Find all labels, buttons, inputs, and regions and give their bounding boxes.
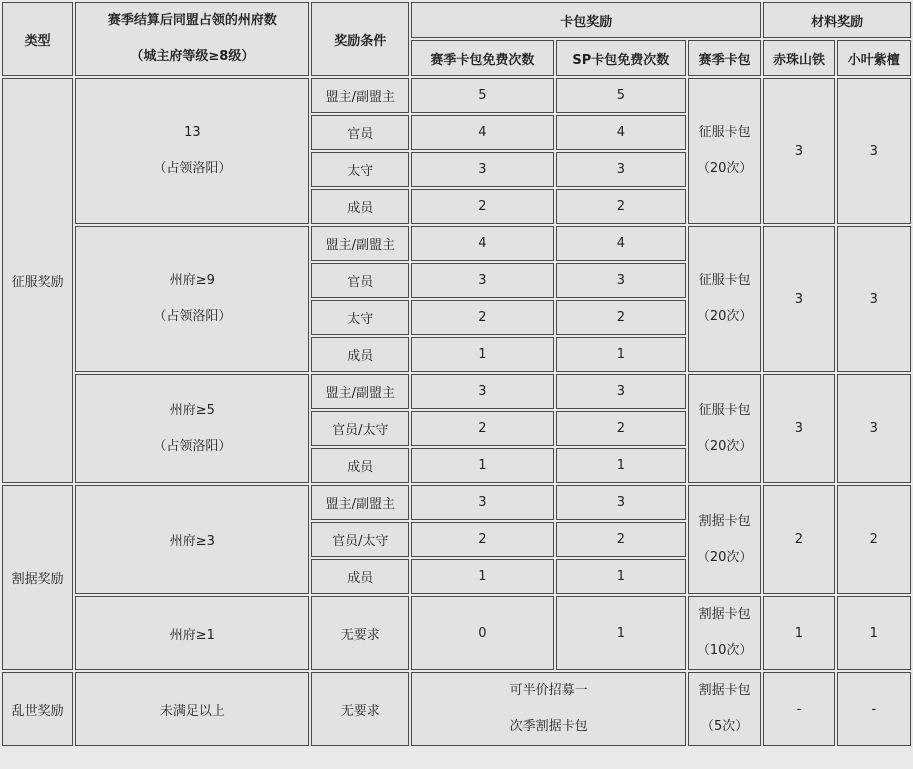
table-row — [2, 596, 911, 670]
header-type: 类型 — [2, 2, 73, 76]
sandal-cell: - — [837, 672, 911, 746]
condition-cell: 盟主/副盟主 — [311, 78, 409, 113]
header-count-title: 赛季结算后同盟占领的州府数 — [107, 13, 277, 28]
half-price-line-2: 次季割据卡包 — [509, 719, 588, 734]
sp-free-cell: 4 — [556, 115, 686, 150]
header-season-pack: 赛季卡包 — [688, 40, 761, 76]
header-condition: 奖励条件 — [311, 2, 409, 76]
sp-free-cell: 3 — [556, 152, 686, 187]
sp-free-cell: 3 — [556, 485, 686, 520]
count-cell: 州府≥1 — [75, 596, 309, 670]
iron-cell: 3 — [763, 78, 834, 224]
sp-free-cell: 3 — [556, 263, 686, 298]
condition-cell: 盟主/副盟主 — [311, 485, 409, 520]
sp-free-cell: 1 — [556, 337, 686, 372]
header-season-free: 赛季卡包免费次数 — [411, 40, 554, 76]
condition-cell: 成员 — [311, 448, 409, 483]
iron-cell: 1 — [763, 596, 834, 670]
pack-times: （10次） — [696, 643, 753, 658]
sandal-cell: 3 — [837, 226, 911, 372]
condition-cell: 成员 — [311, 337, 409, 372]
season-free-cell: 1 — [411, 337, 554, 372]
sp-free-cell: 2 — [556, 411, 686, 446]
header-count — [75, 2, 309, 76]
count-value: 州府≥5 — [169, 402, 215, 418]
season-free-cell: 2 — [411, 189, 554, 224]
table-row — [2, 226, 911, 261]
iron-cell: - — [763, 672, 834, 746]
sandal-cell: 3 — [837, 374, 911, 483]
count-cell — [75, 374, 309, 483]
condition-cell: 官员/太守 — [311, 522, 409, 557]
pack-name: 征服卡包 — [698, 273, 751, 288]
season-free-cell: 2 — [411, 300, 554, 335]
pack-name: 割据卡包 — [698, 683, 751, 698]
pack-cell — [688, 596, 761, 670]
season-free-cell: 4 — [411, 115, 554, 150]
section-separatist: 割据奖励 — [2, 485, 73, 670]
pack-times: （20次） — [696, 549, 753, 565]
pack-name: 割据卡包 — [698, 607, 751, 622]
pack-times: （5次） — [701, 719, 749, 734]
season-free-cell: 1 — [411, 448, 554, 483]
count-cell: 州府≥3 — [75, 485, 309, 594]
condition-cell: 盟主/副盟主 — [311, 226, 409, 261]
pack-name: 割据卡包 — [698, 513, 751, 529]
table-row — [2, 78, 911, 113]
season-free-cell: 2 — [411, 522, 554, 557]
pack-cell — [688, 672, 761, 746]
season-free-cell: 3 — [411, 485, 554, 520]
sp-free-cell: 4 — [556, 226, 686, 261]
half-price-cell — [411, 672, 686, 746]
count-value: 13 — [184, 125, 201, 140]
condition-cell: 官员/太守 — [311, 411, 409, 446]
season-free-cell: 3 — [411, 374, 554, 409]
pack-times: （20次） — [696, 309, 753, 324]
header-count-subtitle: （城主府等级≥8级） — [130, 49, 255, 64]
sp-free-cell: 2 — [556, 522, 686, 557]
sandal-cell: 3 — [837, 78, 911, 224]
sp-free-cell: 1 — [556, 448, 686, 483]
header-sp-free: SP卡包免费次数 — [556, 40, 686, 76]
season-free-cell: 4 — [411, 226, 554, 261]
season-free-cell: 5 — [411, 78, 554, 113]
condition-cell: 官员 — [311, 263, 409, 298]
sp-free-cell: 1 — [556, 559, 686, 594]
season-free-cell: 3 — [411, 263, 554, 298]
sp-free-cell: 1 — [556, 596, 686, 670]
condition-cell: 太守 — [311, 300, 409, 335]
pack-name: 征服卡包 — [698, 125, 751, 140]
section-conquest: 征服奖励 — [2, 78, 73, 483]
pack-cell — [688, 485, 761, 594]
condition-cell: 无要求 — [311, 596, 409, 670]
header-material-reward: 材料奖励 — [763, 2, 911, 38]
header-pack-reward: 卡包奖励 — [411, 2, 761, 38]
count-cell — [75, 226, 309, 372]
condition-cell: 无要求 — [311, 672, 409, 746]
count-cell — [75, 78, 309, 224]
iron-cell: 2 — [763, 485, 834, 594]
condition-cell: 盟主/副盟主 — [311, 374, 409, 409]
pack-name: 征服卡包 — [698, 402, 751, 418]
count-value: 州府≥9 — [169, 273, 215, 288]
pack-times: （20次） — [696, 161, 753, 176]
count-note: （占领洛阳） — [153, 438, 232, 454]
condition-cell: 成员 — [311, 559, 409, 594]
pack-times: （20次） — [696, 438, 753, 454]
season-free-cell: 0 — [411, 596, 554, 670]
half-price-line-1: 可半价招募一 — [509, 683, 588, 698]
count-note: （占领洛阳） — [153, 161, 232, 176]
table-row — [2, 374, 911, 409]
header-iron: 赤珠山铁 — [763, 40, 834, 76]
sp-free-cell: 2 — [556, 189, 686, 224]
season-free-cell: 2 — [411, 411, 554, 446]
table-row — [2, 672, 911, 746]
sp-free-cell: 3 — [556, 374, 686, 409]
count-cell: 未满足以上 — [75, 672, 309, 746]
pack-cell — [688, 78, 761, 224]
sandal-cell: 1 — [837, 596, 911, 670]
pack-cell — [688, 226, 761, 372]
count-note: （占领洛阳） — [153, 309, 232, 324]
sandal-cell: 2 — [837, 485, 911, 594]
sp-free-cell: 5 — [556, 78, 686, 113]
condition-cell: 成员 — [311, 189, 409, 224]
sp-free-cell: 2 — [556, 300, 686, 335]
season-free-cell: 3 — [411, 152, 554, 187]
season-free-cell: 1 — [411, 559, 554, 594]
table-row — [2, 485, 911, 520]
pack-cell — [688, 374, 761, 483]
header-sandal: 小叶紫檀 — [837, 40, 911, 76]
condition-cell: 太守 — [311, 152, 409, 187]
iron-cell: 3 — [763, 374, 834, 483]
condition-cell: 官员 — [311, 115, 409, 150]
iron-cell: 3 — [763, 226, 834, 372]
section-chaos: 乱世奖励 — [2, 672, 73, 746]
